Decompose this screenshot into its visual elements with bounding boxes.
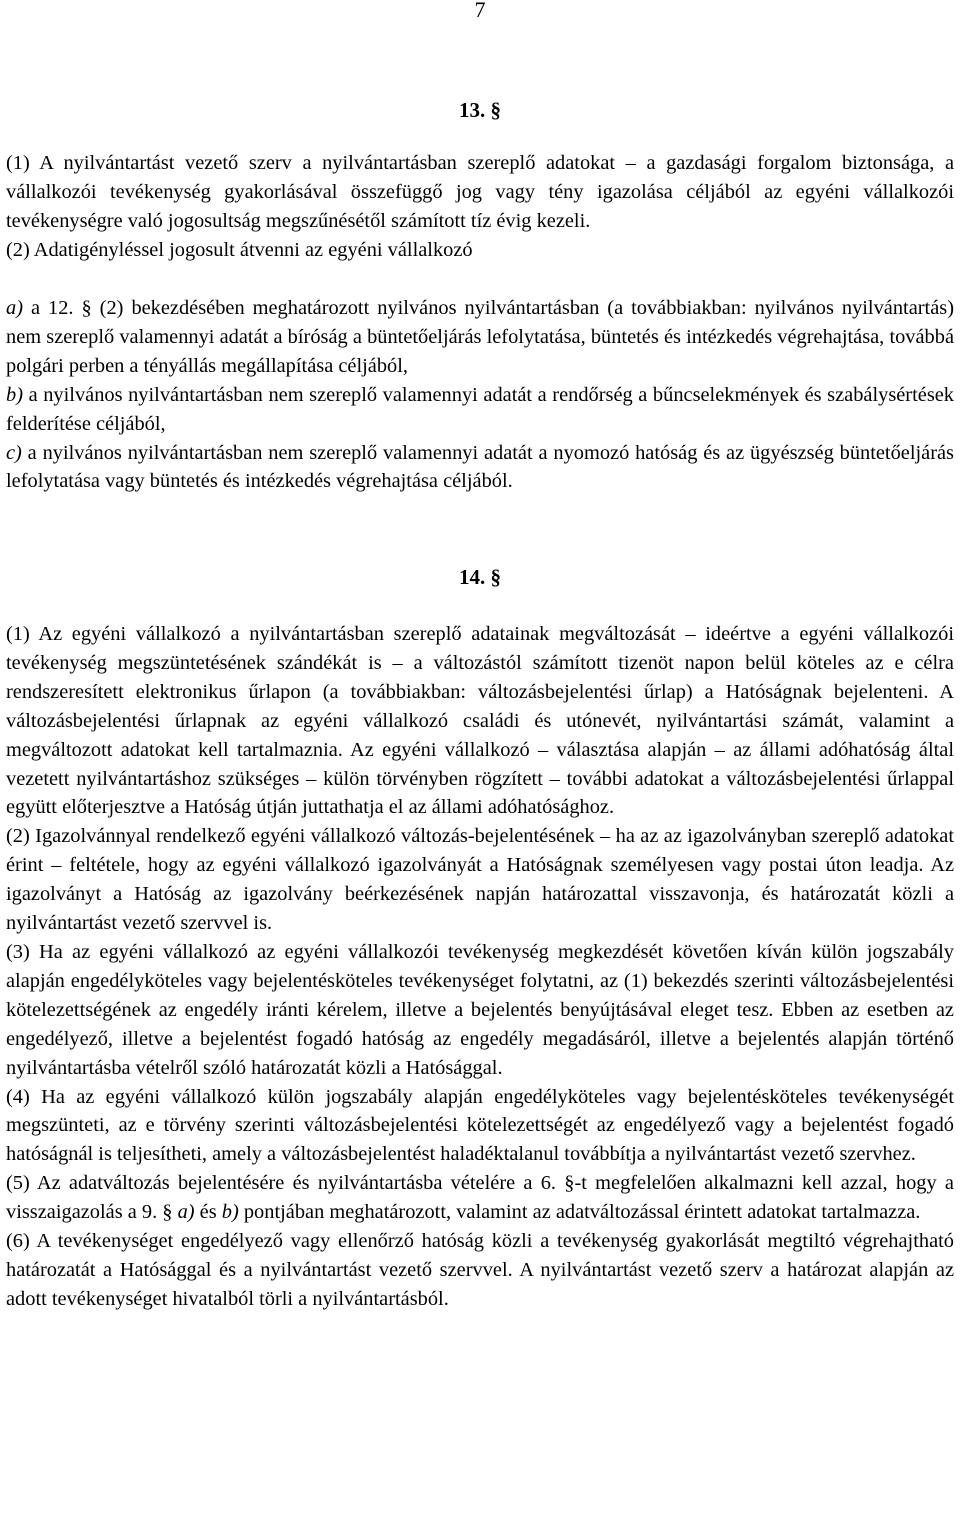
point-b-label: b) [6,383,23,406]
section-13-paragraph-1: (1) A nyilvántartást vezető szerv a nyilvántartásban szereplő adatokat – a gazdasági forgalom biztonsága, a vállalkozói tevékenység gyakorlásával összefüggő jog vagy tény igazolása céljából az egyéni vállalkozói tevékenységre való jogosultság megszűnésétől számított tíz évig kezeli. [6,152,954,232]
point-a-label: a) [6,297,23,319]
paragraph-5-conjunction: és [194,1201,222,1224]
section-13-body [6,149,954,265]
point-b-text: a nyilvános nyilvántartásban nem szereplő valamennyi adatát a rendőrség a bűncselekmények és szabálysértések felderítése céljából, [6,383,954,435]
section-13-point-a [6,294,954,381]
paragraph-5-point-b: b) [221,1201,239,1224]
section-14-title: 14. § [459,565,501,589]
section-13-paragraph-2: (2) Adatigényléssel jogosult átvenni az egyéni vállalkozó [6,238,473,261]
section-14-paragraph-4: (4) Ha az egyéni vállalkozó külön jogszabály alapján engedélyköteles vagy bejelentésköteles tevékenységét megszünteti, az e törvény szerinti változásbejelentési kötelezettségét az engedélyező vagy a bejelentést fogadó hatóságnál is teljesítheti, amely a változásbejelentést haladéktalanul továbbítja a nyilvántartást vezető szervhez. [6,1085,954,1166]
section-13-title: 13. § [459,98,501,122]
section-14-body [6,620,954,1314]
section-14-paragraph-5 [6,1169,954,1227]
section-14-paragraph-3: (3) Ha az egyéni vállalkozó az egyéni vállalkozói tevékenység megkezdését követően kíván külön jogszabály alapján engedélyköteles vagy bejelentésköteles tevékenységet folytatni, az (1) bekezdés szerinti változásbejelentési kötelezettségének az engedély iránti kérelem, illetve a bejelentés benyújtásával eleget tesz. Ebben az esetben az engedélyező, illetve a bejelentést fogadó hatóság az engedély megadásáról, illetve a bejelentés alapján történő nyilvántartásba vételről szóló határozatát közli a Hatósággal. [6,940,954,1079]
point-a-text: a 12. § (2) bekezdésében meghatározott nyilvános nyilvántartásban (a továbbiakban: nyilvános nyilvántartás) nem szereplő valamennyi adatát a bíróság a büntetőeljárás lefolytatása, büntetés és intézkedés végrehajtása, továbbá polgári perben a tényállás megállapítása céljából, [6,297,954,377]
point-c-label: c) [6,441,22,464]
paragraph-5-start: (5) Az adatváltozás bejelentésére és nyilvántartásba vételére a 6. §-t megfelelően alkalmazni kell azzal, hogy a visszaigazolás a 9. § [6,1172,954,1224]
section-14-paragraph-2: (2) Igazolvánnyal rendelkező egyéni vállalkozó változás-bejelentésének – ha az az igazolványban szereplő adatokat érint – feltétele, hogy az egyéni vállalkozó igazolványát a Hatóságnak személyesen vagy postai úton leadja. Az igazolványt a Hatóság az igazolvány beérkezésének napján határozattal visszavonja, és határozatát közli a nyilvántartást vezető szervvel is. [6,825,954,935]
point-c-text: a nyilvános nyilvántartásban nem szereplő valamennyi adatát a nyomozó hatóság és az ügyészség büntetőeljárás lefolytatása vagy büntetés és intézkedés végrehajtása céljából. [6,441,954,493]
paragraph-5-end: pontjában meghatározott, valamint az adatváltozással érintett adatokat tartalmazza. [238,1201,921,1224]
page-number: 7 [474,0,486,22]
section-14-paragraph-1: (1) Az egyéni vállalkozó a nyilvántartásban szereplő adatainak megváltozását – ideértve a egyéni vállalkozói tevékenység megszüntetésének szándékát is – a változástól számított tizenöt napon belül köteles az e célra rendszeresített elektronikus űrlapon (a továbbiakban: változásbejelentési űrlap) a Hatóságnak bejelenteni. A változásbejelentési űrlapnak az egyéni vállalkozó családi és utónevét, nyilvántartási számát, valamint a megváltozott adatokat kell tartalmaznia. Az egyéni vállalkozó – választása alapján – az állami adóhatóság által vezetett nyilvántartáshoz szükséges – külön törvényben rögzített – további adatokat a változásbejelentési űrlappal együtt előterjesztve a Hatóság útján juttathatja el az állami adóhatósághoz. [6,623,954,819]
paragraph-5-point-a: a) [177,1201,195,1224]
section-13-point-c [6,439,954,497]
section-13-point-b [6,381,954,439]
section-13-points [6,294,954,496]
section-14-paragraph-6: (6) A tevékenységet engedélyező vagy ellenőrző hatóság közli a tevékenység gyakorlását megtiltó végrehajtható határozatát a Hatósággal és a nyilvántartást vezető szervvel. A nyilvántartást vezető szerv a határozat alapján az adott tevékenységet hivatalból törli a nyilvántartásból. [6,1230,954,1310]
